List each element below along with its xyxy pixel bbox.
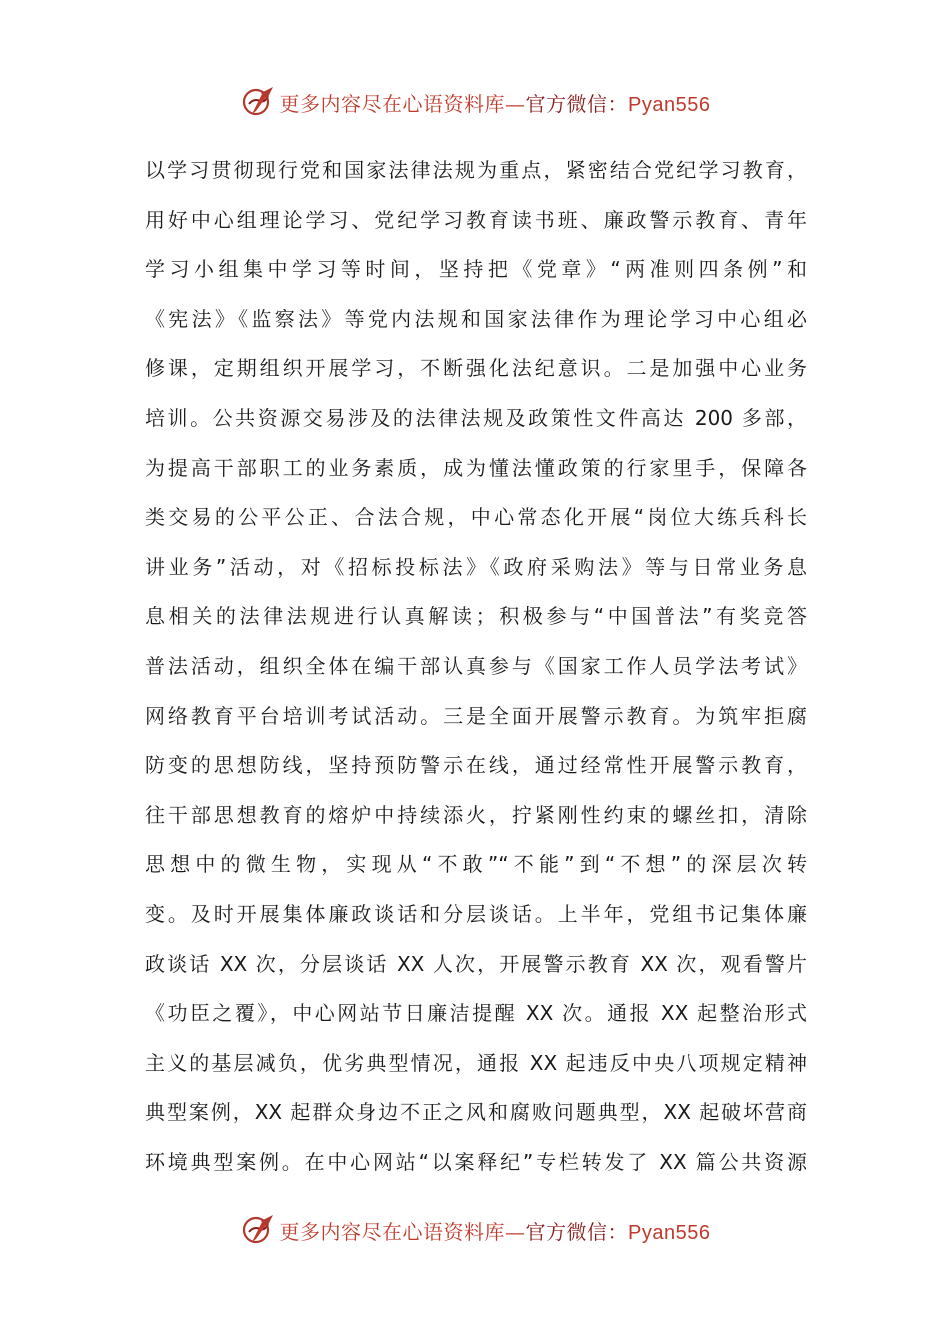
text-line: 主义的基层减负，优劣典型情况，通报 XX 起违反中央八项规定精神 bbox=[145, 1050, 807, 1075]
header-watermark-banner bbox=[0, 82, 950, 122]
text-line: 修课，定期组织开展学习，不断强化法纪意识。二是加强中心业务 bbox=[145, 356, 807, 381]
banner-wechat-id: Pyan556 bbox=[628, 93, 711, 116]
text-line: 防变的思想防线，坚持预防警示在线，通过经常性开展警示教育， bbox=[145, 753, 807, 778]
text-line: 以学习贯彻现行党和国家法律法规为重点，紧密结合党纪学习教育， bbox=[145, 158, 807, 182]
text-line: 环境典型案例。在中心网站“以案释纪”专栏转发了 XX 篇公共资源 bbox=[145, 1149, 807, 1174]
text-line: 类交易的公平公正、合法合规，中心常态化开展“岗位大练兵科长 bbox=[145, 505, 807, 530]
text-line: 讲业务”活动，对《招标投标法》《政府采购法》等与日常业务息 bbox=[145, 554, 807, 579]
footer-banner-text bbox=[280, 1216, 711, 1245]
text-line: 变。及时开展集体廉政谈话和分层谈话。上半年，党组书记集体廉 bbox=[145, 901, 807, 926]
banner-main-text: 更多内容尽在心语资料库 bbox=[279, 91, 506, 116]
text-line: 思想中的微生物，实现从“不敢”“不能”到“不想”的深层次转 bbox=[145, 852, 807, 877]
text-line: 典型案例，XX 起群众身边不正之风和腐败问题典型，XX 起破坏营商 bbox=[145, 1100, 807, 1125]
body-paragraph bbox=[145, 146, 807, 1187]
banner-dash: — bbox=[505, 91, 526, 116]
text-line: 培训。公共资源交易涉及的法律法规及政策性文件高达 200 多部， bbox=[145, 405, 807, 430]
banner-wechat-id: Pyan556 bbox=[628, 1221, 711, 1244]
banner-wechat-label: 官方微信： bbox=[525, 1219, 629, 1244]
banner-main-text: 更多内容尽在心语资料库 bbox=[279, 1219, 506, 1244]
footer-watermark-banner bbox=[0, 1210, 950, 1250]
text-line: 往干部思想教育的熔炉中持续添火，拧紧刚性约束的螺丝扣，清除 bbox=[145, 802, 807, 827]
text-line: 学习小组集中学习等时间，坚持把《党章》“两准则四条例”和 bbox=[145, 257, 807, 282]
text-line: 普法活动，组织全体在编干部认真参与《国家工作人员学法考试》 bbox=[145, 653, 807, 678]
text-line: 用好中心组理论学习、党纪学习教育读书班、廉政警示教育、青年 bbox=[145, 207, 807, 232]
banner-dash: — bbox=[505, 1219, 526, 1244]
text-line: 政谈话 XX 次，分层谈话 XX 人次，开展警示教育 XX 次，观看警片 bbox=[145, 951, 807, 976]
pen-writing-logo-icon bbox=[240, 1212, 276, 1248]
text-line: 《宪法》《监察法》等党内法规和国家法律作为理论学习中心组必 bbox=[145, 306, 807, 331]
header-banner-text bbox=[280, 88, 711, 117]
text-line: 为提高干部职工的业务素质，成为懂法懂政策的行家里手，保障各 bbox=[145, 455, 807, 480]
text-line: 《功臣之覆》，中心网站节日廉洁提醒 XX 次。通报 XX 起整治形式 bbox=[145, 1001, 807, 1026]
pen-writing-logo-icon bbox=[240, 84, 276, 120]
text-line: 息相关的法律法规进行认真解读；积极参与“中国普法”有奖竞答 bbox=[145, 604, 807, 629]
text-line: 网络教育平台培训考试活动。三是全面开展警示教育。为筑牢拒腐 bbox=[145, 703, 807, 728]
banner-wechat-label: 官方微信： bbox=[525, 91, 629, 116]
